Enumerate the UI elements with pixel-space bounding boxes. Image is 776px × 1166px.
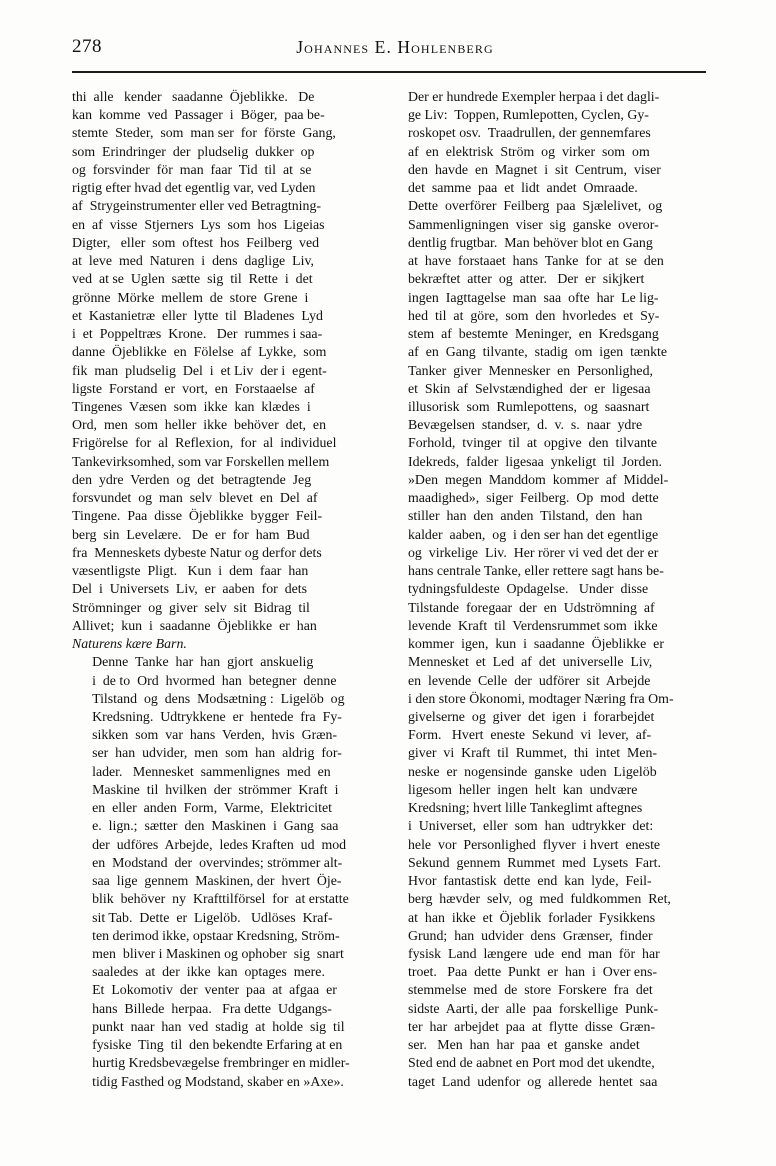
text-line: Forhold, tvinger til at opgive den tilvante [408,435,658,451]
text-line: Ord, men som heller ikke behöver det, en [72,417,327,433]
text-line: Idekreds, falder ligesaa ynkeligt til Jorden. [408,453,663,469]
text-line: kalder aaben, og i den ser han det egentlige [408,526,659,542]
text-line: sidste Aarti, der alle paa forskellige Punk- [408,1000,659,1016]
text-line: Kredsning; hvert lille Tankeglimt aftegnes [408,800,643,816]
running-title: Johannes E. Hohlenberg [296,37,494,57]
text-line: maadighed», siger Feilberg. Op mod dette [408,490,659,506]
text-line: Tingene. Paa disse Öjeblikke bygger Feil- [72,508,323,524]
text-line: tidig Fasthed og Modstand, skaber en »Axe». [92,1073,344,1089]
text-line: ge Liv: Toppen, Rumlepotten, Cyclen, Gy- [408,107,649,123]
left-italic-line: Naturens kære Barn. [72,636,187,652]
text-line: ingen Iagttagelse man saa ofte har Le lig- [408,289,659,305]
text-line: stem af bestemte Meninger, en Kredsgang [408,326,659,342]
text-line: thi alle kender saadanne Öjeblikke. De [72,89,315,104]
text-line: ligste Forstand er vort, en Forstaaelse af [72,380,315,396]
text-line: fysiske Ting til den bekendte Erfaring at en [92,1037,343,1053]
text-line: givelserne og giver det igen i forarbejdet [408,708,655,724]
text-line: bekræftet atter og atter. Der er sikjkert [408,271,645,287]
text-line: i Universet, eller som han udtrykker det: [408,818,654,834]
text-line: ved at se Uglen sætte sig til Rette i det [72,271,313,287]
text-line: Frigörelse for al Reflexion, for al individuel [72,435,337,451]
text-line: af en elektrisk Ström og virker som om [408,143,650,159]
text-line: Et Lokomotiv der venter paa at afgaa er [92,982,337,998]
right-paragraph-1 [408,88,712,1091]
text-line: levende Kraft til Verdensrummet som ikke [408,617,658,633]
text-line: fysisk Land længere ude end man för har [408,946,660,962]
text-line: hed til at göre, som den hvorledes et Sy- [408,307,660,323]
text-line: Sted end de aabnet en Port mod det ukendte, [408,1055,655,1071]
text-line: af Strygeinstrumenter eller ved Betragtning- [72,198,322,214]
text-line: Tilstand og dens Modsætning : Ligelöb og [92,690,345,706]
text-line: et Skin af Selvstændighed der er ligesaa [408,380,651,396]
text-line: Denne Tanke har han gjort anskuelig [92,654,314,670]
header-rule [72,71,706,73]
text-line: Kredsning. Udtrykkene er hentede fra Fy- [92,708,342,724]
text-line: troet. Paa dette Punkt er han i Over ens- [408,964,658,980]
text-line: hurtig Kredsbevægelse frembringer en midler- [92,1055,350,1071]
text-line: roskopet osv. Traadrullen, der gennemfares [408,125,651,141]
text-line: forsvundet og man selv blevet en Del af [72,490,318,506]
text-line: som Erindringer der pludselig dukker op [72,143,315,159]
text-line: i de to Ord hvormed han betegner denne [92,672,337,688]
text-line: i et Poppeltræs Krone. Der rummes i saa- [72,326,323,342]
text-line: i den store Ökonomi, modtager Næring fra Om- [408,690,674,706]
text-line: Grund; han udvider dens Grænser, finder [408,927,653,943]
text-line: Strömninger og giver selv sit Bidrag til [72,599,310,615]
right-column [408,88,712,1098]
text-line: blik behöver ny Krafttilförsel for at erstatte [92,891,349,907]
text-line: berg hævder selv, og med fuldkommen Ret, [408,891,671,907]
text-line: der udföres Arbejde, ledes Kraften ud mod [92,836,347,852]
text-line: at leve med Naturen i dens daglige Liv, [72,253,314,269]
text-line: Sammenligningen viser sig ganske overor- [408,216,659,232]
text-line: det samme paa et lidt andet Omraade. [408,180,638,196]
text-line: stemmelse med de store Forskere fra det [408,982,653,998]
text-line: e. lign.; sætter den Maskinen i Gang saa [92,818,339,834]
text-line: væsentligste Pligt. Kun i dem faar han [72,563,309,579]
left-paragraph-1 [72,88,376,635]
text-line: Tilstande foregaar der en Udströmning af [408,599,655,615]
page-number: 278 [72,36,102,57]
text-line: den ydre Verden og det betragtende Jeg [72,471,312,487]
text-line: hans Billede herpaa. Fra dette Udgangs- [92,1000,332,1016]
text-line: illusorisk som Rumlepottens, og saasnart [408,398,650,414]
text-line: saa lige gennem Maskinen, der hvert Öje- [92,873,342,889]
text-line: fra Menneskets dybeste Natur og derfor dets [72,544,322,560]
text-line: tydningsfuldeste Opdagelse. Under disse [408,581,649,597]
text-line: »Den megen Manddom kommer af Middel- [408,471,669,487]
text-line: og forsvinder för man faar Tid til at se [72,161,312,177]
text-line: Sekund gennem Rummet med Lysets Fart. [408,854,661,870]
text-line: sit Tab. Dette er Ligelöb. Udlöses Kraf- [92,909,333,925]
text-line: stemte Steder, som man ser for förste Gang, [72,125,336,141]
text-line: berg sin Levelære. De er for ham Bud [72,526,310,542]
text-line: taget Land udenfor og allerede hentet saa [408,1073,658,1089]
text-line: hans centrale Tanke, eller rettere sagt hans be- [408,563,664,579]
text-line: Del i Universets Liv, er aaben for dets [72,581,308,597]
text-line: Mennesket et Led af det universelle Liv, [408,654,653,670]
text-line: kan komme ved Passager i Böger, paa be- [72,107,325,123]
text-line: Hvor fantastisk dette end kan lyde, Feil- [408,873,652,889]
text-line: neske er nogensinde ganske uden Ligelöb [408,763,657,779]
left-column [72,88,376,1098]
text-line: danne Öjeblikke en Fölelse af Lykke, som [72,344,327,360]
text-line: Form. Hvert eneste Sekund vi lever, af- [408,727,652,743]
text-line: ligesom heller ingen helt kan undvære [408,781,638,797]
text-line: ser han udvider, men som han aldrig for- [92,745,342,761]
text-line: af en Gang tilvante, stadig om igen tænkte [408,344,668,360]
text-line: ten derimod ikke, opstaar Kredsning, Ström- [92,927,340,943]
text-line: en af visse Stjerners Lys som hos Ligeias [72,216,325,232]
text-line: giver vi Kraft til Rummet, thi intet Men- [408,745,658,761]
text-line: at han ikke et Öjeblik forlader Fysikkens [408,909,656,925]
text-line: fik man pludselig Del i et Liv der i egent- [72,362,327,378]
text-line: grönne Mörke mellem de store Grene i [72,289,309,305]
text-line: Bevægelsen standser, d. v. s. naar ydre [408,417,643,433]
text-line: lader. Mennesket sammenlignes med en [92,763,331,779]
running-head [72,36,718,66]
text-line: Der er hundrede Exempler herpaa i det dagli- [408,89,660,104]
text-line: Tingenes Væsen som ikke kan klædes i [72,398,311,414]
text-line: rigtig efter hvad det egentlig var, ved Lyden [72,180,316,196]
text-line: et Kastanietræ eller lytte til Bladenes Lyd [72,307,323,323]
text-line: kommer igen, kun i saadanne Öjeblikke er [408,636,664,652]
text-line: stiller han den anden Tilstand, den han [408,508,643,524]
text-line: Dette overförer Feilberg paa Sjælelivet, og [408,198,663,214]
text-line: Digter, eller som oftest hos Feilberg ved [72,234,320,250]
text-line: den havde en Magnet i sit Centrum, viser [408,161,661,177]
text-line: en levende Celle der udförer sit Arbejde [408,672,651,688]
text-columns [72,88,712,1098]
text-line: Maskine til hvilken der strömmer Kraft i [92,781,339,797]
left-paragraph-2 [72,653,376,1091]
text-line: punkt naar han ved stadig at holde sig til [92,1018,345,1034]
text-line: en Modstand der overvindes; strömmer alt- [92,854,343,870]
text-line: ter har arbejdet paa at flytte disse Græn- [408,1018,656,1034]
text-line: dentlig frugtbar. Man behöver blot en Gang [408,234,653,250]
text-line: Tanker giver Mennesker en Personlighed, [408,362,653,378]
text-line: Allivet; kun i saadanne Öjeblikke er han [72,617,317,633]
text-line: hele vor Personlighed flyver i hvert eneste [408,836,661,852]
text-line: og virkelige Liv. Her rörer vi ved det der er [408,544,659,560]
text-line: saaledes at der ikke kan optages mere. [92,964,325,980]
text-line: ser. Men han har paa et ganske andet [408,1037,640,1053]
text-line: at have forstaaet hans Tanke for at se den [408,253,664,269]
text-line: sikken som var hans Verden, hvis Græn- [92,727,338,743]
text-line: Tankevirksomhed, som var Forskellen mellem [72,453,330,469]
text-line: en eller anden Form, Varme, Elektricitet [92,800,332,816]
text-line: men bliver i Maskinen og ophober sig snart [92,946,344,962]
